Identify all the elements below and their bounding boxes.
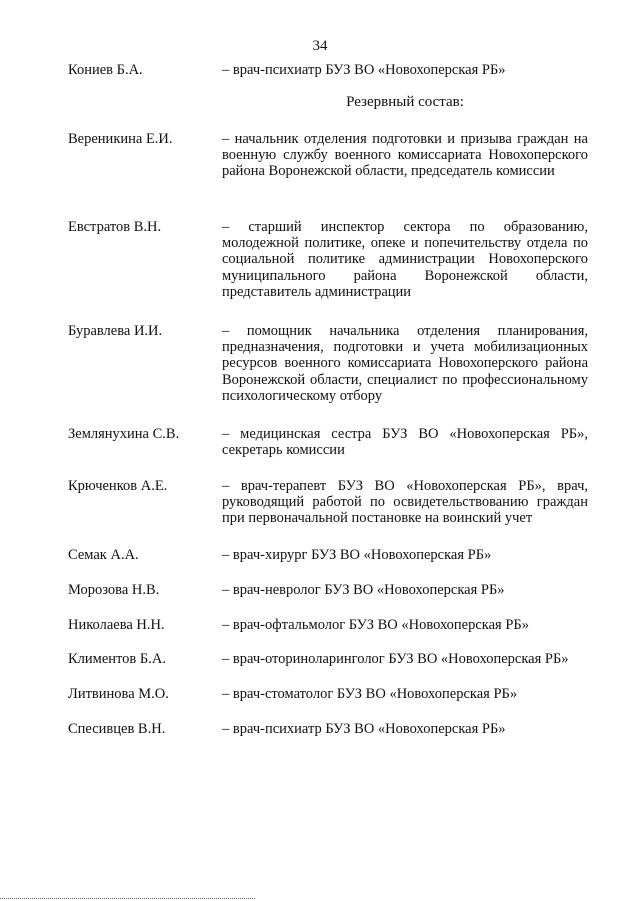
member-name: Кониев Б.А. bbox=[68, 62, 143, 78]
member-role: – старший инспектор сектора по образованию, молодежной политике, опеке и попечительству отдела по социальной политике администрации Новохоперского муниципального района Воронежской области, представитель администрации bbox=[222, 219, 588, 300]
member-name: Литвинова М.О. bbox=[68, 686, 169, 702]
reserve-heading: Резервный состав: bbox=[346, 94, 464, 110]
member-name: Морозова Н.В. bbox=[68, 582, 160, 598]
member-name: Спесивцев В.Н. bbox=[68, 721, 166, 737]
member-name: Николаева Н.Н. bbox=[68, 617, 165, 633]
member-role: – врач-стоматолог БУЗ ВО «Новохоперская РБ» bbox=[222, 686, 518, 702]
member-name: Семак А.А. bbox=[68, 547, 139, 563]
member-role: – врач-хирург БУЗ ВО «Новохоперская РБ» bbox=[222, 547, 492, 563]
member-name: Вереникина Е.И. bbox=[68, 131, 173, 147]
member-name: Евстратов В.Н. bbox=[68, 219, 162, 235]
member-role: – врач-терапевт БУЗ ВО «Новохоперская РБ», врач, руководящий работой по освидетельствованию граждан при первоначальной постановке на воинский учет bbox=[222, 478, 588, 527]
member-role: – помощник начальника отделения планирования, предназначения, подготовки и учета мобилизационных ресурсов военного комиссариата Новохоперского района Воронежской области, специалист по профессиональному психологическому отбору bbox=[222, 323, 588, 404]
member-role: – начальник отделения подготовки и призыва граждан на военную службу военного комиссариата Новохоперского района Воронежской области, председатель комиссии bbox=[222, 131, 588, 180]
member-role: – врач-оториноларинголог БУЗ ВО «Новохоперская РБ» bbox=[222, 651, 569, 667]
member-role: – врач-психиатр БУЗ ВО «Новохоперская РБ» bbox=[222, 721, 506, 737]
member-role: – медицинская сестра БУЗ ВО «Новохоперская РБ», секретарь комиссии bbox=[222, 426, 588, 459]
member-role: – врач-психиатр БУЗ ВО «Новохоперская РБ» bbox=[222, 62, 506, 78]
member-role: – врач-офтальмолог БУЗ ВО «Новохоперская РБ» bbox=[222, 617, 529, 633]
footer-divider bbox=[0, 898, 255, 899]
page-number: 34 bbox=[312, 38, 328, 54]
member-role: – врач-невролог БУЗ ВО «Новохоперская РБ» bbox=[222, 582, 505, 598]
member-name: Буравлева И.И. bbox=[68, 323, 163, 339]
member-name: Землянухина С.В. bbox=[68, 426, 180, 442]
member-name: Климентов Б.А. bbox=[68, 651, 166, 667]
member-name: Крюченков А.Е. bbox=[68, 478, 168, 494]
